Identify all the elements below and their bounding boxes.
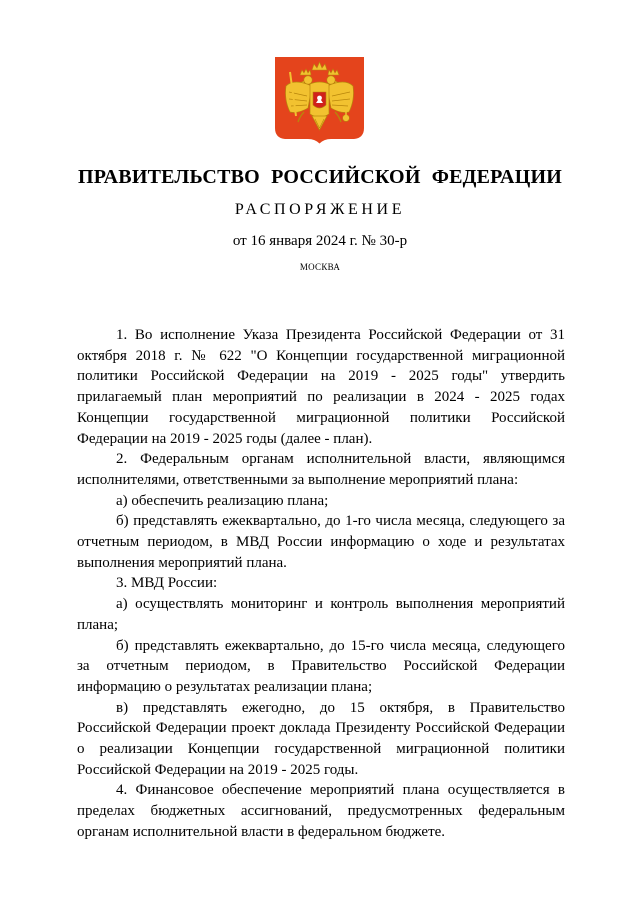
coat-of-arms-of-russia-icon [274, 56, 365, 144]
paragraph-3: 3. МВД России: [116, 575, 218, 592]
document-body [77, 325, 565, 843]
document-type: РАСПОРЯЖЕНИЕ [234, 201, 406, 218]
paragraph-2a: а) обеспечить реализацию плана; [116, 492, 329, 509]
document-city: МОСКВА [299, 262, 341, 272]
paragraph-2: 2. Федеральным органам исполнительной власти, являющимся исполнителями, ответственными за выполнение мероприятий плана: [77, 451, 565, 488]
document-date-number: от 16 января 2024 г. № 30-р [232, 233, 408, 249]
paragraph-3a: а) осуществлять мониторинг и контроль выполнения мероприятий плана; [77, 596, 565, 633]
paragraph-4: 4. Финансовое обеспечение мероприятий плана осуществляется в пределах бюджетных ассигнований, предусмотренных федеральным органам исполнительной власти в федеральном бюджете. [77, 782, 565, 840]
paragraph-2b: б) представлять ежеквартально, до 1-го числа месяца, следующего за отчетным периодом, в МВД России информацию о ходе и результатах выполнения мероприятий плана. [77, 513, 565, 571]
paragraph-1: 1. Во исполнение Указа Президента Российской Федерации от 31 октября 2018 г. № 622 "О Концепции государственной миграционной политики Российской Федерации на 2019 - 2025 годы" утвердить прилагаемый план мероприятий по реализации в 2024 - 2025 годах Концепции государственной миграционной политики Российской Федерации на 2019 - 2025 годы (далее - план). [77, 327, 565, 447]
paragraph-3b: б) представлять ежеквартально, до 15-го числа месяца, следующего за отчетным периодом, в Правительство Российской Федерации информацию о результатах реализации плана; [77, 637, 565, 695]
organization-title: ПРАВИТЕЛЬСТВО РОССИЙСКОЙ ФЕДЕРАЦИИ [78, 166, 562, 188]
paragraph-3c: в) представлять ежегодно, до 15 октября, в Правительство Российской Федерации проект доклада Президенту Российской Федерации о реализации Концепции государственной миграционной политики Российской Федерации на 2019 - 2025 годы. [77, 699, 565, 778]
